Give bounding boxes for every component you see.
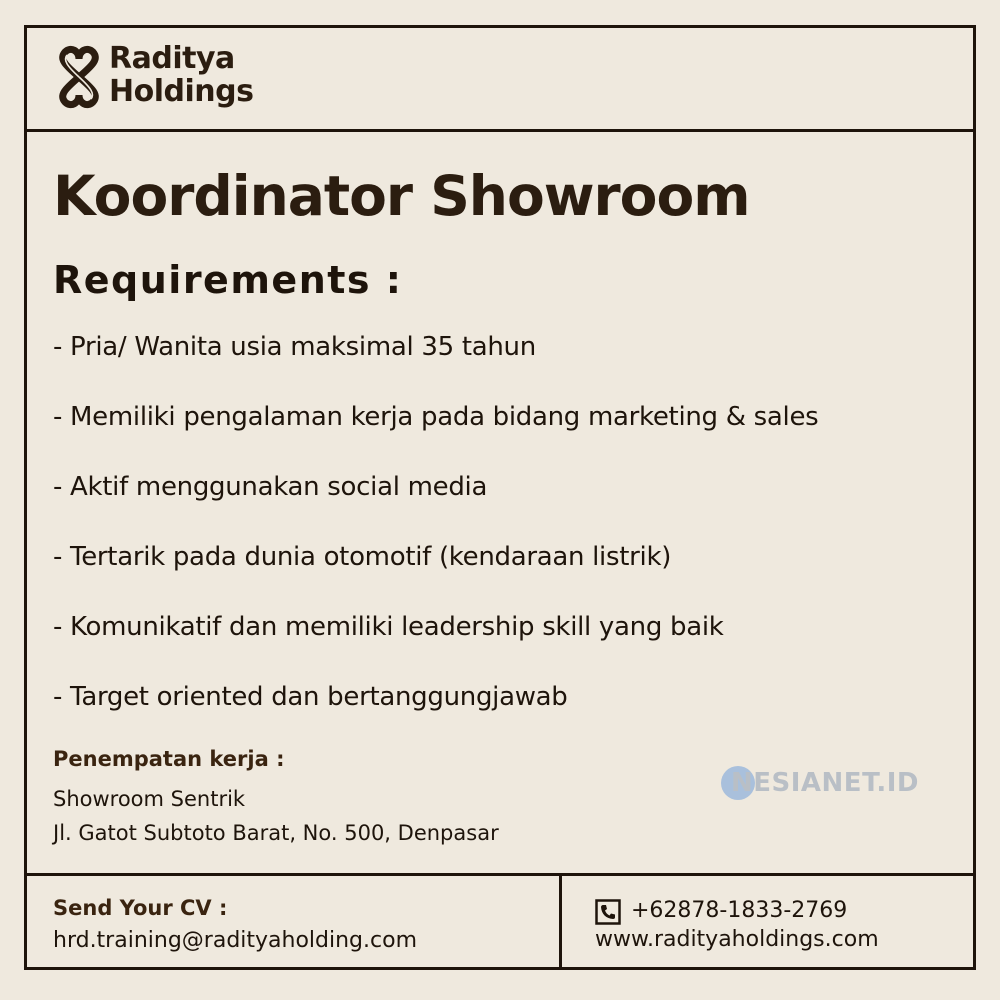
job-title: Koordinator Showroom bbox=[53, 164, 750, 228]
placement-location: Showroom Sentrik bbox=[53, 787, 246, 811]
interlocking-knot-icon bbox=[55, 45, 103, 109]
brand-name bbox=[109, 42, 253, 108]
header bbox=[27, 28, 973, 132]
requirement-item: - Komunikatif dan memiliki leadership skill yang baik bbox=[53, 612, 724, 642]
brand-name-line1: Raditya bbox=[109, 41, 235, 76]
footer bbox=[27, 873, 973, 970]
requirements-list bbox=[53, 326, 818, 746]
watermark-text: NESIANET.ID bbox=[731, 768, 919, 798]
phone-number[interactable]: +62878-1833-2769 bbox=[631, 898, 848, 923]
requirement-item: - Aktif menggunakan social media bbox=[53, 472, 488, 502]
brand-name-line2: Holdings bbox=[109, 74, 254, 109]
website-link[interactable]: www.radityaholdings.com bbox=[595, 927, 879, 952]
phone-icon bbox=[595, 899, 621, 925]
requirements-heading: Requirements : bbox=[53, 258, 403, 302]
cv-label: Send Your CV : bbox=[53, 896, 228, 920]
cv-email-link[interactable]: hrd.training@radityaholding.com bbox=[53, 928, 417, 953]
placement-label: Penempatan kerja : bbox=[53, 747, 285, 771]
requirement-item: - Target oriented dan bertanggungjawab bbox=[53, 682, 568, 712]
requirement-item: - Tertarik pada dunia otomotif (kendaraan listrik) bbox=[53, 542, 672, 572]
placement-address: Jl. Gatot Subtoto Barat, No. 500, Denpasar bbox=[53, 821, 499, 845]
footer-divider bbox=[559, 876, 562, 970]
requirement-item: - Memiliki pengalaman kerja pada bidang marketing & sales bbox=[53, 402, 819, 432]
requirement-item: - Pria/ Wanita usia maksimal 35 tahun bbox=[53, 332, 536, 362]
poster-frame bbox=[24, 25, 976, 970]
